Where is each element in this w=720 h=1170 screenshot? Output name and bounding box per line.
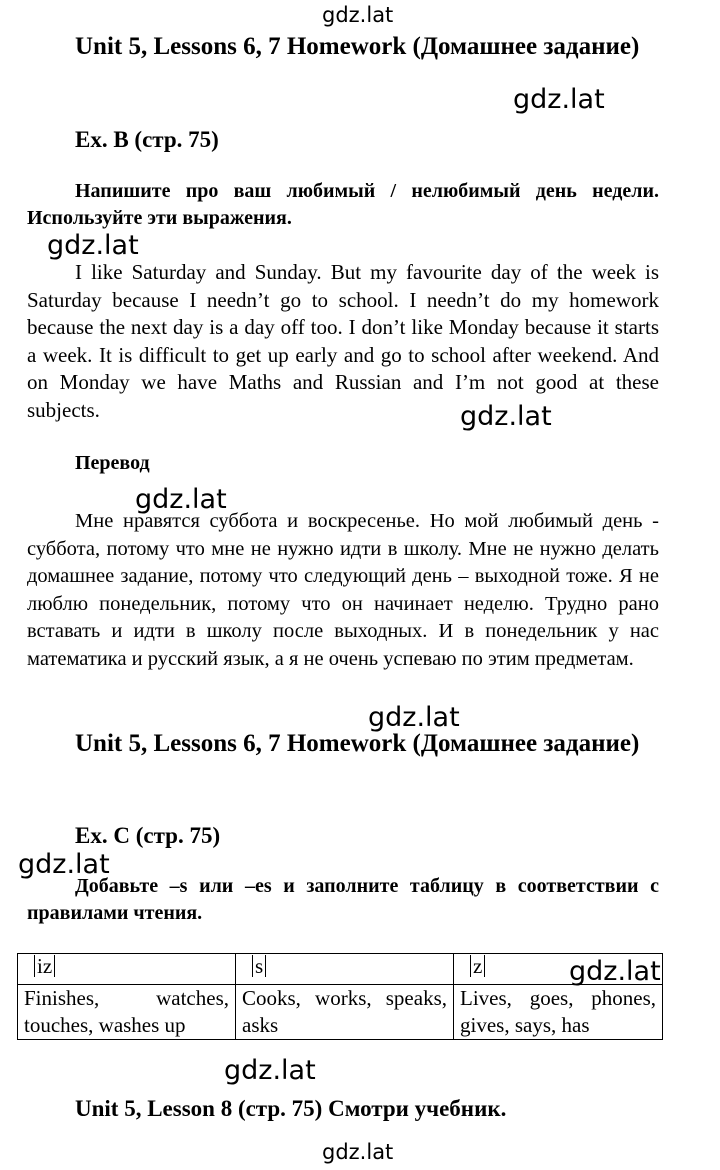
- watermark-text: gdz.lat: [135, 484, 227, 515]
- watermark-text: gdz.lat: [368, 702, 460, 733]
- section-heading: Unit 5, Lessons 6, 7 Homework (Домашнее задание): [75, 33, 640, 60]
- exercise-instruction: Напишите про ваш любимый / нелюбимый день недели. Используйте эти выражения.: [27, 180, 659, 229]
- table-cell: Cooks, works, speaks, asks: [236, 985, 454, 1040]
- watermark-text: gdz.lat: [47, 230, 139, 261]
- table-header-cell: [454, 954, 663, 985]
- sounds-table: [17, 953, 663, 1040]
- table-header-cell: [236, 954, 454, 985]
- translation-paragraph: Мне нравятся суббота и воскресенье. Но мой любимый день - суббота, потому что мне не нужно идти в школу. Мне не нужно делать домашнее задание, потому что следующий день – выходной тоже. Я не люблю понедельник, потому что он начинает неделю. Трудно рано вставать и идти в школу после выходных. И в понедельник у нас математика и русский язык, а я не очень успеваю по этим предметам.: [27, 510, 659, 670]
- table-header-cell: [18, 954, 236, 985]
- watermark-text: gdz.lat: [460, 401, 552, 432]
- exercise-label: Ex. C (стр. 75): [75, 823, 221, 848]
- watermark-text: gdz.lat: [224, 1055, 316, 1086]
- exercise-label: Ex. B (стр. 75): [75, 127, 219, 152]
- table-row: [18, 985, 663, 1040]
- watermark-text: gdz.lat: [322, 1140, 394, 1164]
- exercise-instruction: Добавьте –s или –es и заполните таблицу в соответствии с правилами чтения.: [27, 875, 659, 924]
- watermark-text: gdz.lat: [18, 849, 110, 880]
- watermark-text: gdz.lat: [569, 956, 661, 987]
- watermark-text: gdz.lat: [322, 3, 394, 27]
- phoneme-s: s: [252, 955, 266, 977]
- watermark-text: gdz.lat: [513, 84, 605, 115]
- translation-label: Перевод: [75, 452, 150, 474]
- phoneme-z: z: [470, 955, 485, 977]
- section-heading: Unit 5, Lessons 6, 7 Homework (Домашнее задание): [75, 730, 640, 757]
- table-header-row: [18, 954, 663, 985]
- table-cell: Lives, goes, phones, gives, says, has: [454, 985, 663, 1040]
- phoneme-iz: iz: [34, 955, 55, 977]
- table-cell: Finishes, watches, touches, washes up: [18, 985, 236, 1040]
- answer-paragraph: I like Saturday and Sunday. But my favourite day of the week is Saturday because I needn’t go to school. I needn’t do my homework because the next day is a day off too. I don’t like Monday because it starts a week. It is difficult to get up early and go to school after weekend. And on Monday we have Maths and Russian and I’m not good at these subjects.: [27, 260, 659, 422]
- footer-note: Unit 5, Lesson 8 (стр. 75) Смотри учебник.: [75, 1096, 507, 1121]
